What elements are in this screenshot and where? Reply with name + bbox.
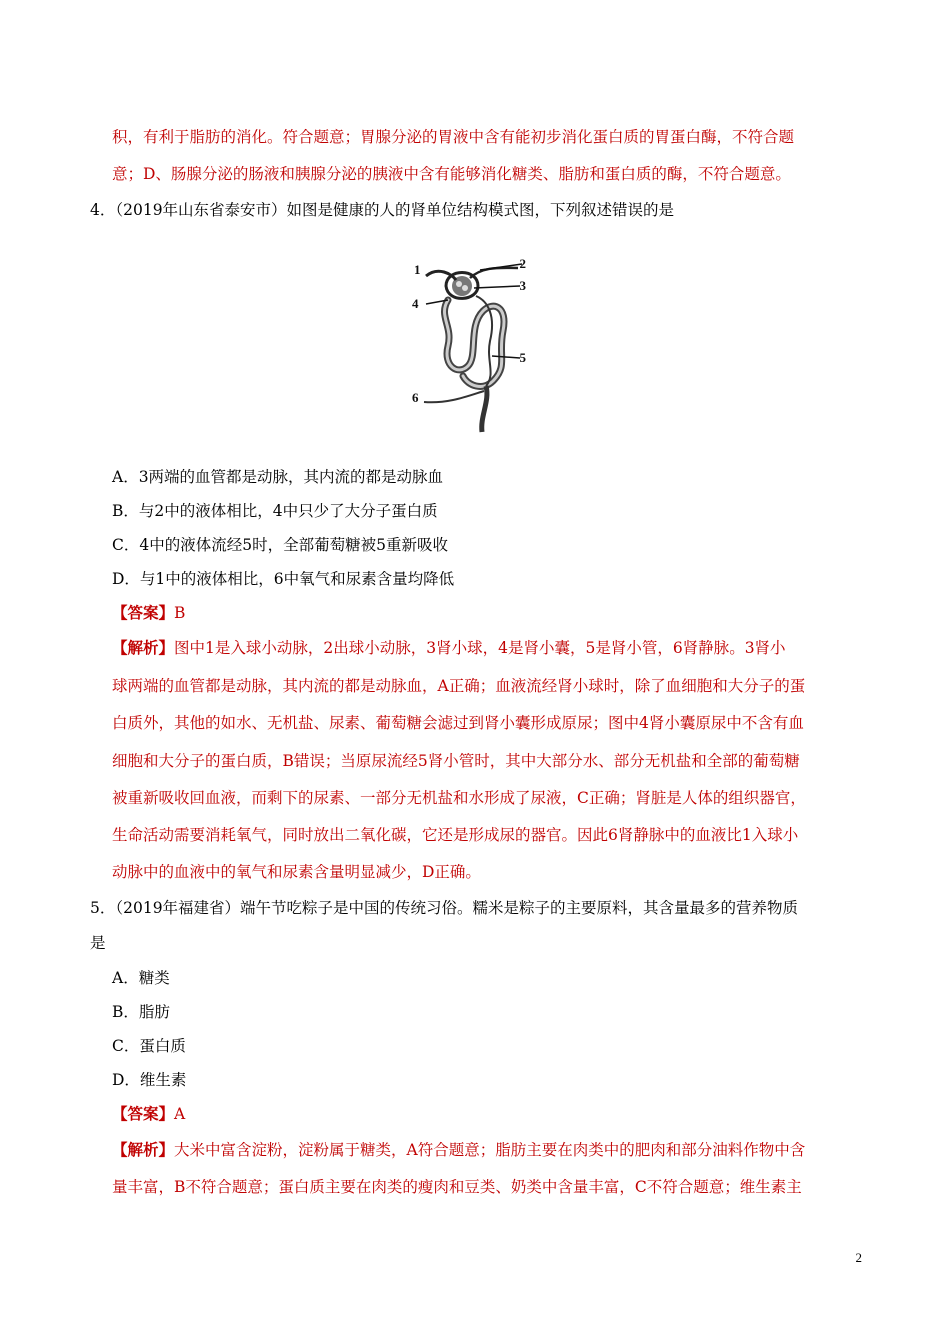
label-1: 1 bbox=[414, 262, 421, 277]
label-5: 5 bbox=[519, 350, 526, 365]
q5-answer bbox=[112, 1104, 185, 1124]
q5-option-b: B．脂肪 bbox=[112, 1003, 170, 1021]
q5-option-c: C．蛋白质 bbox=[112, 1037, 186, 1055]
q5-option-a: A．糖类 bbox=[112, 969, 170, 987]
q4-option-a: A．3两端的血管都是动脉，其内流的都是动脉血 bbox=[112, 468, 444, 486]
q4-analysis-line-7: 动脉中的血液中的氧气和尿素含量明显减少，D正确。 bbox=[112, 863, 481, 881]
label-3: 3 bbox=[519, 278, 526, 293]
q5-option-d: D．维生素 bbox=[112, 1071, 187, 1089]
q4-analysis-line-1: 【解析】图中1是入球小动脉，2出球小动脉，3肾小球，4是肾小囊，5是肾小管，6肾静脉。3肾小 bbox=[112, 638, 786, 657]
q4-answer bbox=[112, 603, 185, 623]
analysis-tag: 【解析】 bbox=[112, 638, 175, 657]
answer-tag: 【答案】 bbox=[112, 1104, 175, 1123]
analysis-tag: 【解析】 bbox=[112, 1140, 175, 1159]
q4-option-d: D．与1中的液体相比，6中氧气和尿素含量均降低 bbox=[112, 570, 455, 588]
q4-option-c: C．4中的液体流经5时，全部葡萄糖被5重新吸收 bbox=[112, 536, 448, 554]
q4-analysis-line-4: 细胞和大分子的蛋白质，B错误；当原尿流经5肾小管时，其中大部分水、部分无机盐和全部的葡萄糖 bbox=[112, 752, 800, 770]
nephron-diagram bbox=[408, 256, 526, 436]
label-2: 2 bbox=[519, 256, 526, 271]
q5-stem-line-2: 是 bbox=[90, 934, 106, 952]
page-number: 2 bbox=[855, 1250, 862, 1265]
answer-value: B bbox=[174, 604, 186, 622]
q4-analysis-line-2: 球两端的血管都是动脉，其内流的都是动脉血，A正确；血液流经肾小球时，除了血细胞和大分子的蛋 bbox=[112, 677, 806, 695]
answer-value: A bbox=[174, 1105, 186, 1123]
prev-analysis-line-1: 积，有利于脂肪的消化。符合题意；胃腺分泌的胃液中含有能初步消化蛋白质的胃蛋白酶，不符合题 bbox=[112, 128, 795, 146]
label-6: 6 bbox=[412, 390, 419, 405]
q5-stem-line-1: 5．（2019年福建省）端午节吃粽子是中国的传统习俗。糯米是粽子的主要原料，其含量最多的营养物质 bbox=[90, 899, 799, 917]
q4-analysis-line-6: 生命活动需要消耗氧气，同时放出二氧化碳，它还是形成尿的器官。因此6肾静脉中的血液比1入球小 bbox=[112, 826, 799, 844]
q4-analysis-line-3: 白质外，其他的如水、无机盐、尿素、葡萄糖会滤过到肾小囊形成原尿；图中4肾小囊原尿中不含有血 bbox=[112, 714, 804, 732]
q4-option-b: B．与2中的液体相比，4中只少了大分子蛋白质 bbox=[112, 502, 438, 520]
q5-analysis-line-2: 量丰富，B不符合题意；蛋白质主要在肉类的瘦肉和豆类、奶类中含量丰富，C不符合题意；维生素主 bbox=[112, 1178, 802, 1196]
q4-stem: 4．（2019年山东省泰安市）如图是健康的人的肾单位结构模式图，下列叙述错误的是 bbox=[90, 201, 675, 219]
q5-analysis-line-1: 【解析】大米中富含淀粉，淀粉属于糖类，A符合题意；脂肪主要在肉类中的肥肉和部分油料作物中含 bbox=[112, 1140, 806, 1159]
label-4: 4 bbox=[412, 296, 419, 311]
q4-analysis-line-5: 被重新吸收回血液，而剩下的尿素、一部分无机盐和水形成了尿液，C正确；肾脏是人体的组织器官， bbox=[112, 789, 806, 807]
answer-tag: 【答案】 bbox=[112, 603, 175, 622]
prev-analysis-line-2: 意；D、肠腺分泌的肠液和胰腺分泌的胰液中含有能够消化糖类、脂肪和蛋白质的酶，不符合题意。 bbox=[112, 165, 791, 183]
